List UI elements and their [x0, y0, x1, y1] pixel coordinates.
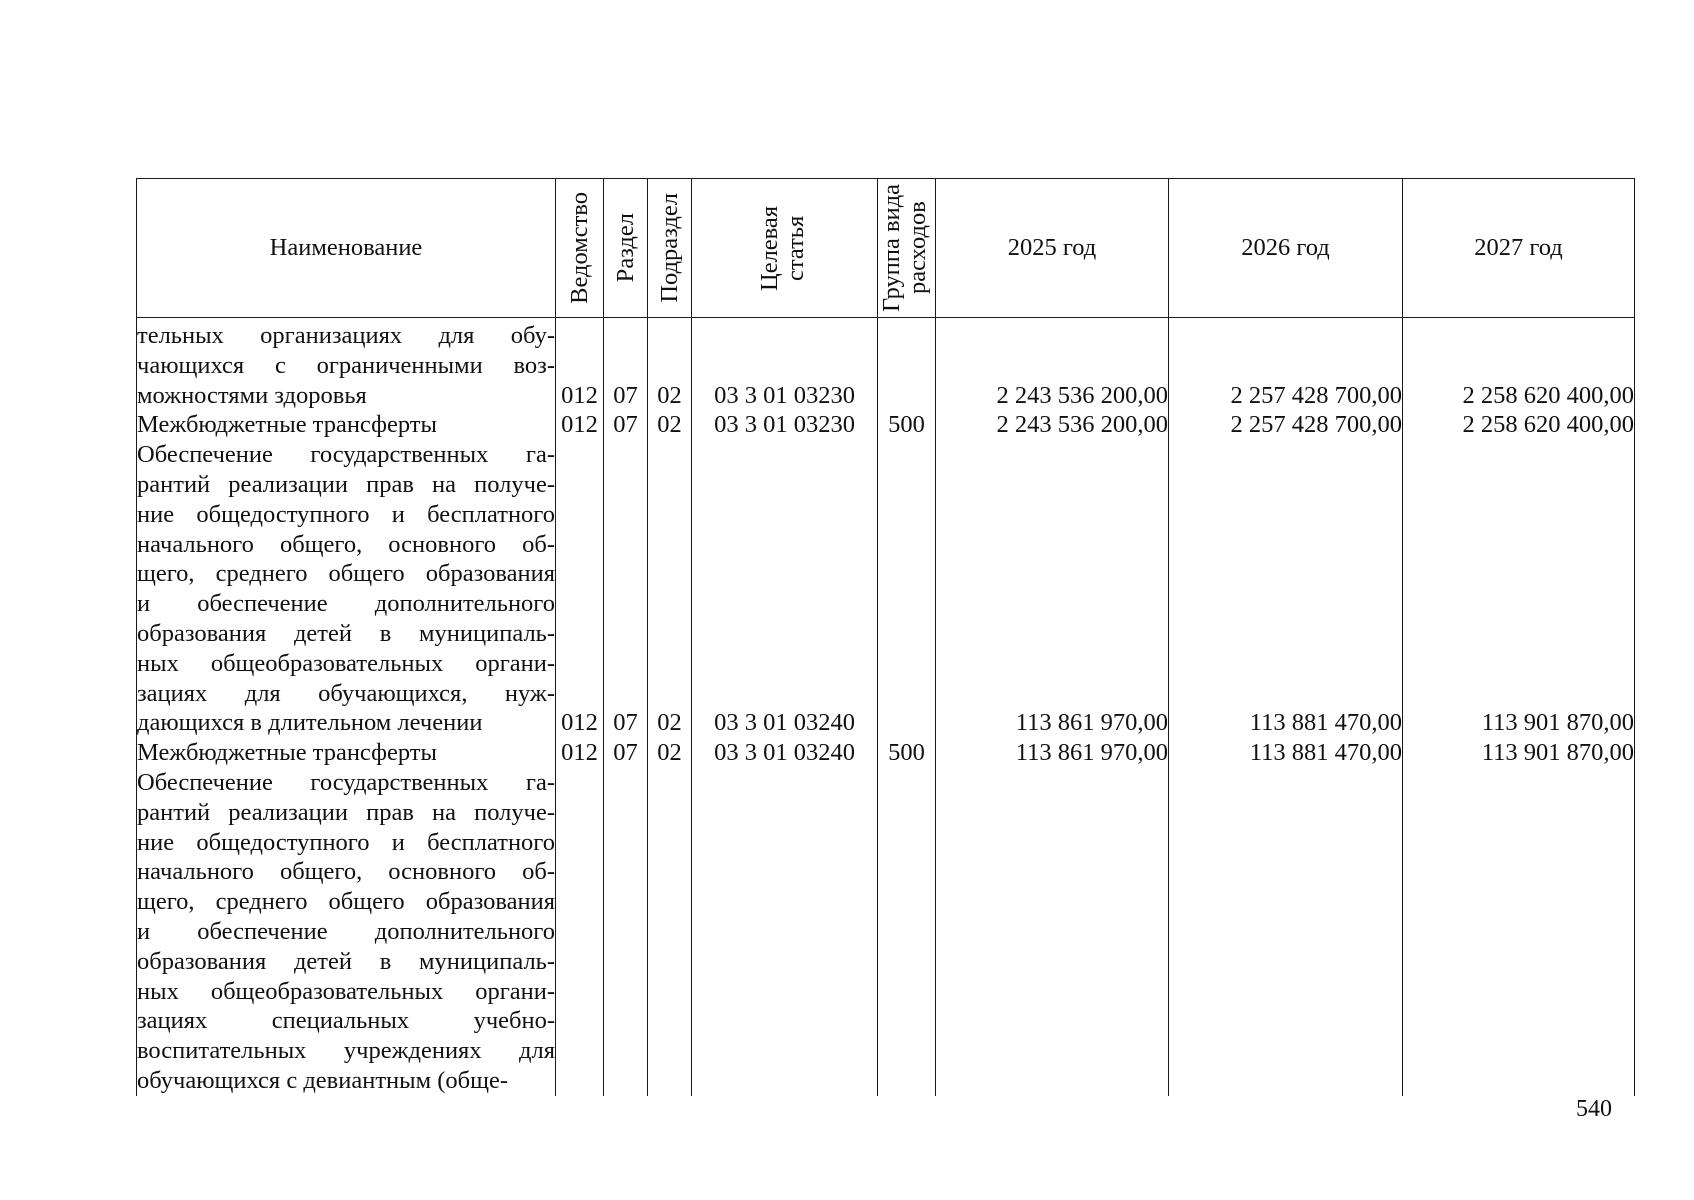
- header-2026: 2026 год: [1169, 179, 1403, 318]
- name-line: зациях для обучающихся, нуж-: [137, 679, 555, 707]
- cell-name: [137, 440, 556, 738]
- name-line: Межбюджетные трансферты: [137, 739, 437, 767]
- header-gruppa-vida-rashodov: Группа вида расходов: [878, 179, 936, 318]
- table-body: [137, 318, 1635, 1096]
- cell-celevaya-statya: 03 3 01 03230: [692, 321, 878, 410]
- cell-2025: 113 861 970,00: [936, 738, 1169, 768]
- cell-2025: 2 243 536 200,00: [936, 410, 1169, 440]
- name-line: ние общедоступного и бесплатного: [137, 500, 555, 528]
- cell-2027: 113 901 870,00: [1403, 738, 1635, 768]
- name-line: ных общеобразовательных органи-: [137, 649, 555, 677]
- name-line: щего, среднего общего образования: [137, 560, 555, 588]
- name-line: образования детей в муниципаль-: [137, 947, 555, 975]
- header-podrazdel: Подраздел: [648, 179, 692, 318]
- cell-celevaya-statya: [692, 768, 878, 1096]
- cell-2026: 2 257 428 700,00: [1169, 410, 1403, 440]
- name-line: Обеспечение государственных га-: [137, 441, 555, 469]
- name-line: ние общедоступного и бесплатного: [137, 828, 555, 856]
- table-row: [137, 321, 1635, 410]
- name-line: ных общеобразовательных органи-: [137, 977, 555, 1005]
- cell-gruppa-vida-rashodov: 500: [878, 410, 936, 440]
- cell-podrazdel: 02: [648, 410, 692, 440]
- name-line: Обеспечение государственных га-: [137, 768, 555, 796]
- cell-2027: 2 258 620 400,00: [1403, 410, 1635, 440]
- header-2025: 2025 год: [936, 179, 1169, 318]
- header-razdel: Раздел: [604, 179, 648, 318]
- budget-table: [136, 178, 1635, 1096]
- cell-celevaya-statya: 03 3 01 03240: [692, 738, 878, 768]
- cell-vedomstvo: 012: [556, 410, 604, 440]
- page-number: 540: [1576, 1096, 1612, 1122]
- header-vedomstvo: Ведомство: [556, 179, 604, 318]
- cell-celevaya-statya: 03 3 01 03240: [692, 440, 878, 738]
- table-row: [137, 440, 1635, 738]
- name-line: и обеспечение дополнительного: [137, 590, 555, 618]
- name-line: рантий реализации прав на получе-: [137, 470, 555, 498]
- cell-razdel: [604, 768, 648, 1096]
- name-line: Межбюджетные трансферты: [137, 411, 437, 439]
- header-name: Наименование: [137, 179, 556, 318]
- table-row: [137, 768, 1635, 1096]
- cell-gruppa-vida-rashodov: [878, 440, 936, 738]
- cell-2026: 113 881 470,00: [1169, 738, 1403, 768]
- cell-razdel: 07: [604, 738, 648, 768]
- cell-razdel: 07: [604, 410, 648, 440]
- cell-2025: [936, 768, 1169, 1096]
- name-line: зациях специальных учебно-: [137, 1007, 555, 1035]
- table-header: [137, 179, 1635, 318]
- cell-name: [137, 768, 556, 1096]
- name-line: обучающихся с девиантным (обще-: [137, 1066, 509, 1094]
- cell-razdel: 07: [604, 440, 648, 738]
- cell-2026: 113 881 470,00: [1169, 440, 1403, 738]
- cell-podrazdel: [648, 768, 692, 1096]
- cell-2027: [1403, 768, 1635, 1096]
- cell-celevaya-statya: 03 3 01 03230: [692, 410, 878, 440]
- cell-2025: 113 861 970,00: [936, 440, 1169, 738]
- header-celevaya-statya: Целевая статья: [692, 179, 878, 318]
- header-2027: 2027 год: [1403, 179, 1635, 318]
- cell-2027: 2 258 620 400,00: [1403, 321, 1635, 410]
- cell-gruppa-vida-rashodov: 500: [878, 738, 936, 768]
- name-line: образования детей в муниципаль-: [137, 619, 555, 647]
- cell-2025: 2 243 536 200,00: [936, 321, 1169, 410]
- cell-podrazdel: 02: [648, 321, 692, 410]
- cell-vedomstvo: 012: [556, 440, 604, 738]
- cell-2026: [1169, 768, 1403, 1096]
- name-line: воспитательных учреждениях для: [137, 1037, 555, 1065]
- cell-razdel: 07: [604, 321, 648, 410]
- name-line: щего, среднего общего образования: [137, 888, 555, 916]
- cell-name: [137, 738, 556, 768]
- name-line: начального общего, основного об-: [137, 530, 555, 558]
- cell-vedomstvo: 012: [556, 321, 604, 410]
- name-line: можностями здоровья: [137, 381, 367, 409]
- name-line: рантий реализации прав на получе-: [137, 798, 555, 826]
- cell-vedomstvo: 012: [556, 738, 604, 768]
- cell-gruppa-vida-rashodov: [878, 768, 936, 1096]
- cell-podrazdel: 02: [648, 738, 692, 768]
- name-line: дающихся в длительном лечении: [137, 709, 483, 737]
- cell-2026: 2 257 428 700,00: [1169, 321, 1403, 410]
- name-line: тельных организациях для обу-: [137, 322, 555, 349]
- cell-name: [137, 321, 556, 410]
- cell-2027: 113 901 870,00: [1403, 440, 1635, 738]
- table-row: [137, 410, 1635, 440]
- cell-podrazdel: 02: [648, 440, 692, 738]
- cell-vedomstvo: [556, 768, 604, 1096]
- cell-gruppa-vida-rashodov: [878, 321, 936, 410]
- name-line: начального общего, основного об-: [137, 858, 555, 886]
- name-line: и обеспечение дополнительного: [137, 917, 555, 945]
- table-row: [137, 738, 1635, 768]
- name-line: чающихся с ограниченными воз-: [137, 351, 555, 379]
- cell-name: [137, 410, 556, 440]
